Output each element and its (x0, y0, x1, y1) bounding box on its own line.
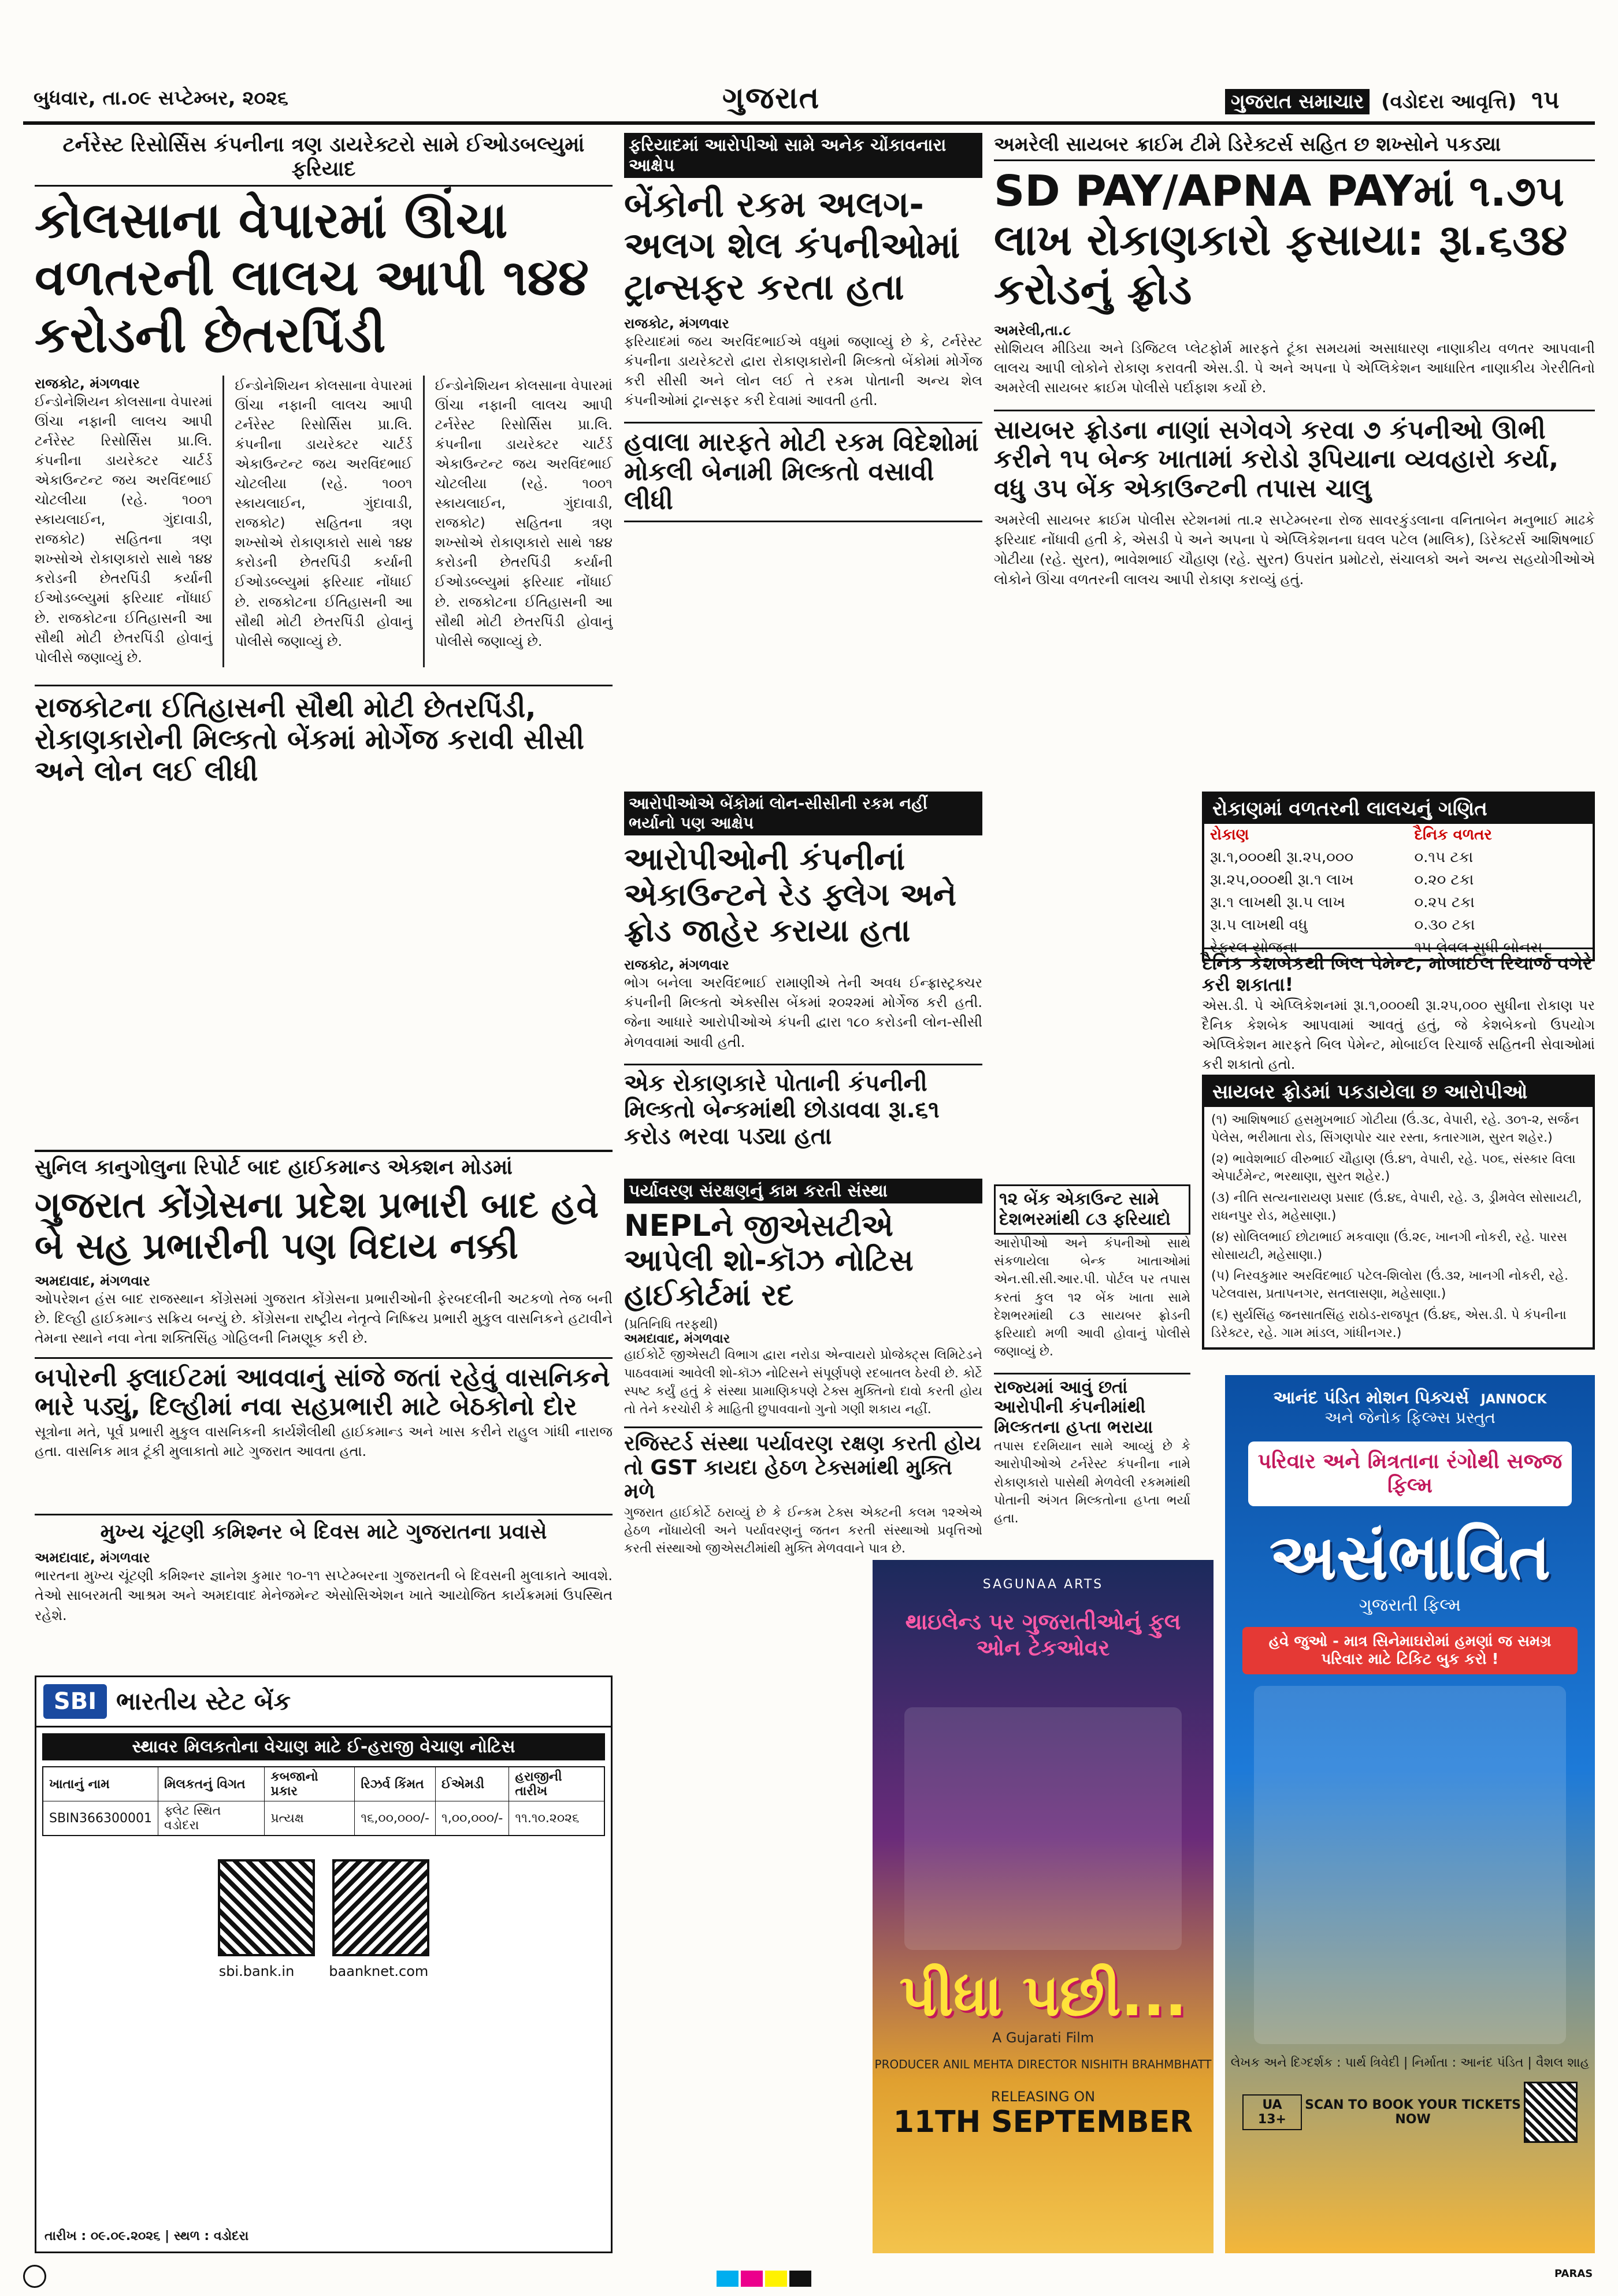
sbi-logo (43, 1684, 107, 1719)
table-cell: ૦.૨૦ ટકા (1414, 871, 1474, 889)
table-header: મિલકતનું વિગત (158, 1767, 264, 1801)
table-cell: ૧,૦૦,૦૦૦/- (436, 1801, 509, 1836)
dateline: રાજકોટ, મંગળવાર (624, 957, 729, 974)
movie-title: અસંભાવિત (1269, 1520, 1551, 1594)
list-item: (૪) સોલિલભાઈ છોટાભાઈ મકવાણા (ઉં.૨૯, ખાનગી નોકરી, રહે. પારસ સોસાયટી, મહેસાણા.) (1211, 1229, 1567, 1262)
page-number: ૧૫ (1531, 86, 1560, 114)
table-header: રિઝર્વ કિંમત (355, 1767, 436, 1801)
story-kicker: સુનિલ કાનુગોલુના રિપોર્ટ બાદ હાઈકમાન્ડ એક્શન મોડમાં (35, 1150, 613, 1180)
table-header: ઈએમડી (436, 1767, 509, 1801)
auction-table (42, 1766, 605, 1836)
story-headline: ગુજરાત કોંગ્રેસના પ્રદેશ પ્રભારી બાદ હવે બે સહ પ્રભારીની પણ વિદાય નક્કી (35, 1184, 599, 1268)
list-item: (૫) નિરવકુમાર અરવિંદભાઈ પટેલ-શિલોરા (ઉં.૩૨, ખાનગી નોકરી, રહે. પટેલવાસ, પ્રતાપનગર, સતલાસણા, મહેસાણા.) (1211, 1269, 1568, 1302)
story-headline: દૈનિક કેશબેકથી બિલ પેમેન્ટ, મોબાઈલ રિચાર્જ વગેરે કરી શકાતા! (1202, 948, 1595, 995)
issue-date: બુધવાર, તા.૦૯ સપ્ટેમ્બર, ૨૦૨૬ (34, 87, 288, 110)
story-subheadline: બપોરની ફ્લાઈટમાં આવવાનું સાંજે જતાં રહેવું વાસનિકને ભારે પડ્યું, દિલ્હીમાં નવા સહપ્રભારી માટે બેઠકોનો દોર (35, 1357, 613, 1422)
list-item: (૩) નીતિ સત્યનારાયણ પ્રસાદ (ઉં.૪૬, વેપારી, રહે. ૩, ડ્રીમવેલ સોસાયટી, રાધનપુર રોડ, મહેસાણા.) (1211, 1191, 1582, 1223)
logo-text: SBI (53, 1688, 97, 1715)
story-text-2: ગુજરાત હાઈકોર્ટે ઠરાવ્યું છે કે ઈન્કમ ટેક્સ એક્ટની કલમ ૧૨એએ હેઠળ નોંધાયેલી અને પર્યાવરણનું જતન કરતી સંસ્થાઓ પ્રવૃત્તિઓ કરતી સંસ્થાઓ જીએસટીમાંથી મુક્તિ મેળવવાને પાત્ર છે. (624, 1505, 982, 1556)
newspaper-brand: ગુજરાત સમાચાર (1225, 89, 1370, 114)
release-label: RELEASING ON (990, 2089, 1096, 2105)
table-cell: ફ્લેટ સ્થિત વડોદરા (158, 1801, 264, 1836)
ad-header (36, 1677, 611, 1727)
box-title: સાયબર ફ્રોડમાં પકડાયેલા છ આરોપીઓ (1204, 1077, 1593, 1107)
box-title: રોકાણમાં વળતરની લાલચનું ગણિત (1204, 794, 1593, 824)
table-header: કબજાનો પ્રકાર (265, 1767, 355, 1801)
table-cell: ૦.૧૫ ટકા (1414, 849, 1474, 866)
accused-list (1204, 1107, 1593, 1347)
story-headline: SD PAY/APNA PAYમાં ૧.૭૫ લાખ રોકાણકારો ફસાયા: રૂા.૬૩૪ કરોડનું ફ્રોડ (994, 166, 1568, 315)
movie-tagline: થાઇલેન્ડ પર ગુજરાતીઓનું ફુલ ઓન ટેકઓવર (905, 1609, 1181, 1660)
table-header: ખાતાનું નામ (43, 1767, 158, 1801)
dateline: અમદાવાદ, મંગળવાર (35, 1272, 150, 1289)
story-text-2: અમરેલી સાયબર ક્રાઈમ પોલીસ સ્ટેશનમાં તા.૨ સપ્ટેમ્બરના રોજ સાવરકુંડલાના વનિતાબેન મનુભાઈ માઢકે ફરિયાદ નોંધાવી હતી કે, એસડી પે અને અપના પે એપ્લિકેશનના ઘવલ પટેલ (માલિક), ડિરેક્ટર્સ આશિષભાઈ ગોટીયા (રહે. સુરત), ભાવેશભાઈ ચૌહાણ (રહે. સુરત) ઉપરાંત પ્રમોટરો, સંચાલકો અને અન્ય સહયોગીઓએ લોકોને ઊંચા વળતરની લાલચ આપી રોકાણ કરાવ્યું હતું. (994, 512, 1595, 588)
story-text-2: તપાસ દરમિયાન સામે આવ્યું છે કે આરોપીઓએ ટર્નરેસ્ટ કંપનીના નામે રોકાણકારો પાસેથી મેળવેલી રકમમાંથી પોતાની અંગત મિલ્કતોના હપ્તા ભર્યા હતા. (994, 1439, 1190, 1526)
accused-list-box (1202, 1075, 1595, 1350)
movie-tagline: પરિવાર અને મિત્રતાના રંગોથી સજ્જ ફિલ્મ (1248, 1441, 1572, 1506)
story-text-col3: ઈન્ડોનેશિયન કોલસાના વેપારમાં ઊંચા નફાની લાલચ આપી ટર્નરેસ્ટ રિસોર્સિસ પ્રા.લિ. કંપનીના ડાયરેક્ટર ચાર્ટર્ડ એકાઉન્ટન્ટ જય અરવિંદભાઈ ચોટલીયા (રહે. ૧૦૦૧ સ્કાયલાઈન, ગુંદાવાડી, રાજકોટ) સહિતના ત્રણ શખ્સોએ રોકાણકારો સાથે ૧૪૪ કરોડની છેતરપિંડી કર્યાની ઈઓડબ્લ્યુમાં ફરિયાદ નોંધાઈ છે. રાજકોટના ઈતિહાસની આ સૌથી મોટી છેતરપિંડી હોવાનું પોલીસે જણાવ્યું છે. (435, 377, 613, 649)
story-headline: બેંકોની રકમ અલગ-અલગ શેલ કંપનીઓમાં ટ્રાન્સફર કરતા હતા (624, 183, 960, 308)
movie-ad-pidha-pachhi (873, 1560, 1214, 2253)
story-body (35, 376, 613, 667)
table-cell: રૂા.૧ લાખથી રૂા.૫ લાખ (1210, 894, 1345, 911)
story-kicker: પર્યાવરણ સંરક્ષણનું કામ કરતી સંસ્થા (624, 1179, 982, 1203)
dateline: અમદાવાદ, મંગળવાર (35, 1550, 150, 1566)
story-nepl-gst (624, 1179, 982, 1558)
release-date: 11TH SEPTEMBER (893, 2105, 1193, 2139)
ad-date-place: તારીખ : ૦૯.૦૯.૨૦૨૬ | સ્થળ : વડોદરા (44, 2229, 249, 2243)
edition-label: (વડોદરા આવૃત્તિ) (1381, 90, 1517, 113)
movie-genre: ગુજરાતી ફિલ્મ (1359, 1595, 1461, 1615)
story-text: ઈન્ડોનેશિયન કોલસાના વેપારમાં ઊંચા નફાની લાલચ આપી ટર્નરેસ્ટ રિસોર્સિસ પ્રા.લિ. કંપનીના ડાયરેક્ટર ચાર્ટર્ડ એકાઉન્ટન્ટ જય અરવિંદભાઈ ચોટલીયા (રહે. ૧૦૦૧ સ્કાયલાઈન, ગુંદાવાડી, રાજકોટ) સહિતના ત્રણ શખ્સોએ રોકાણકારો સાથે ૧૪૪ કરોડની છેતરપિંડી કર્યાની ઈઓડબ્લ્યુમાં ફરિયાદ નોંધાઈ છે. રાજકોટના ઈતિહાસની આ સૌથી મોટી છેતરપિંડી હોવાનું પોલીસે જણાવ્યું છે. (35, 393, 213, 666)
table-cell: ૧૬,૦૦,૦૦૦/- (355, 1801, 436, 1836)
story-congress (35, 1150, 613, 1461)
list-item: (૧) આશિષભાઈ હસમુખભાઈ ગોટીયા (ઉં.૩૮, વેપારી, રહે. ૩૦૧-૨, સર્જન પેલેસ, ભરીમાતા રોડ, સિંગણપોર ચાર રસ્તા, કતારગામ, સુરત શહેર.) (1211, 1113, 1579, 1145)
qr-code-icon[interactable] (1524, 2082, 1578, 2143)
qr-codes (36, 1859, 611, 1956)
list-item: (૨) ભાવેશભાઈ વીરુભાઈ ચૌહાણ (ઉં.૪૧, વેપારી, રહે. ૫૦૬, સંસ્કાર વિલા એપાર્ટમેન્ટ, ભરથાણા, સુરત શહેર.) (1211, 1151, 1576, 1184)
story-subheadline: એક રોકાણકારે પોતાની કંપનીની મિલ્કતો બેન્કમાંથી છોડાવવા રૂા.૬૧ કરોડ ભરવા પડ્યા હતા (624, 1064, 982, 1150)
dateline: અમદાવાદ, મંગળવાર (624, 1332, 730, 1347)
story-headline: મુખ્ય ચૂંટણી કમિશ્નર બે દિવસ માટે ગુજરાતના પ્રવાસે (35, 1514, 613, 1544)
movie-cast-image (904, 1707, 1182, 1950)
story-sd-pay-fraud (994, 133, 1595, 589)
table-row (1204, 869, 1593, 891)
qr-code-icon[interactable] (332, 1859, 429, 1956)
story-subheadline: રાજકોટના ઈતિહાસની સૌથી મોટી છેતરપિંડી, રોકાણકારોની મિલ્કતો બેંકમાં મોર્ગેજ કરાવી સીસી અને લોન લઈ લીધી (35, 685, 613, 788)
story-bank-complaints (994, 1184, 1190, 1528)
story-text-col2: ઈન્ડોનેશિયન કોલસાના વેપારમાં ઊંચા નફાની લાલચ આપી ટર્નરેસ્ટ રિસોર્સિસ પ્રા.લિ. કંપનીના ડાયરેક્ટર ચાર્ટર્ડ એકાઉન્ટન્ટ જય અરવિંદભાઈ ચોટલીયા (રહે. ૧૦૦૧ સ્કાયલાઈન, ગુંદાવાડી, રાજકોટ) સહિતના ત્રણ શખ્સોએ રોકાણકારો સાથે ૧૪૪ કરોડની છેતરપિંડી કર્યાની ઈઓડબ્લ્યુમાં ફરિયાદ નોંધાઈ છે. રાજકોટના ઈતિહાસની આ સૌથી મોટી છેતરપિંડી હોવાનું પોલીસે જણાવ્યું છે. (235, 377, 413, 649)
story-text: એસ.ડી. પે એપ્લિકેશનમાં રૂા.૧,૦૦૦થી રૂા.૨૫,૦૦૦ સુધીના રોકાણ પર દૈનિક કેશબેક આપવામાં આવતું હતું, જે કેશબેકનો ઉપયોગ એપ્લિકેશન મારફતે બિલ પેમેન્ટ, મોબાઈલ રિચાર્જ સહિતની સેવાઓમાં કરી શકાતો હતો. (1202, 997, 1595, 1072)
story-headline: ૧૨ બેંક એકાઉન્ટ સામે દેશભરમાંથી ૮૩ ફરિયાદો (994, 1184, 1190, 1235)
table-cell: ૧૫ લેવલ સુધી બોનસ (1414, 939, 1543, 956)
story-kicker: આરોપીઓએ બેંકોમાં લોન-સીસીની રકમ નહીં ભર્યાનો પણ આક્ષેપ (624, 792, 982, 835)
rating-badge: UA 13+ (1242, 2094, 1302, 2130)
story-subheadline: હવાલા મારફતે મોટી રકમ વિદેશોમાં મોકલી બેનામી મિલ્કતો વસાવી લીધી (624, 422, 982, 522)
table-cell: ૦.૨૫ ટકા (1414, 894, 1475, 911)
table-cell: ૧૧.૧૦.૨૦૨૬ (509, 1801, 604, 1836)
ad-links (36, 1963, 611, 1979)
story-text: ભોગ બનેલા અરવિંદભાઈ રામાણીએ તેની અવધ ઈન્ફ્રાસ્ટ્રક્ચર કંપનીની મિલ્કતો એક્સીસ બેંકમાં ૨૦૨૨માં મોર્ગેજ કરી હતી. જેના આધારે આરોપીઓએ કંપની દ્વારા ૧૮૦ કરોડની લોન-સીસી મેળવવામાં આવી હતી. (624, 975, 982, 1050)
story-headline: આરોપીઓની કંપનીનાં એકાઉન્ટને રેડ ફ્લેગ અને ફ્રોડ જાહેર કરાયા હતા (624, 841, 957, 949)
story-election-commissioner (35, 1514, 613, 1625)
story-text: આરોપીઓ અને કંપનીઓ સાથે સંકળાયેલા બેન્ક ખાતાઓમાં એન.સી.સી.આર.પી. પોર્ટલ પર તપાસ કરતાં કુલ ૧૨ બેંક ખાતા સામે દેશભરમાંથી ૮૩ સાયબર ફ્રોડની ફરિયાદો મળી આવી હોવાનું પોલીસે જણાવ્યું છે. (994, 1236, 1190, 1359)
dateline: રાજકોટ, મંગળવાર (624, 315, 729, 332)
story-headline-2: રાજ્યમાં આવું છતાં આરોપીની કંપનીમાંથી મિલ્કતના હપ્તા ભરાયા (994, 1373, 1190, 1438)
story-coal-fraud (35, 133, 613, 787)
story-kicker: અમરેલી સાયબર ક્રાઈમ ટીમે ડિરેક્ટર્સ સહિત છ શખ્સોને પકડ્યા (994, 133, 1595, 161)
credit-item: PRODUCER ANIL MEHTA (874, 2057, 1014, 2071)
story-subheadline: સાયબર ફ્રોડના નાણાં સગેવગે કરવા ૭ કંપનીઓ ઊભી કરીને ૧૫ બેન્ક ખાતામાં કરોડો રૂપિયાના વ્યવહારો કર્યા, વધુ ૩૫ બેંક એકાઉન્ટની તપાસ ચાલુ (994, 410, 1595, 504)
movie-ad-asambhavit (1225, 1375, 1595, 2253)
presenter-name: આનંદ પંડિત મોશન પિક્ચર્સ (1273, 1388, 1469, 1408)
table-row (1204, 891, 1593, 914)
movie-cta: હવે જુઓ - માત્ર સિનેમાઘરોમાં હમણાં જ સમગ્ર પરિવાર માટે ટિકિટ બુક કરો ! (1242, 1627, 1578, 1674)
credit-item: DIRECTOR NISHITH BRAHMBHATT (1017, 2057, 1212, 2071)
story-headline: કોલસાના વેપારમાં ઊંચા વળતરની લાલચ આપી ૧૪૪ કરોડની છેતરપિંડી (35, 192, 589, 364)
story-text: હાઈકોર્ટે જીએસટી વિભાગ દ્વારા નરોડા એન્વાયરો પ્રોજેક્ટ્સ લિમિટેડને પાઠવવામાં આવેલી શો-કૉઝ નોટિસને સંપૂર્ણપણે રદબાતલ ઠેરવી છે. કોર્ટે સ્પષ્ટ કર્યું હતું કે સંસ્થા પ્રામાણિકપણે ટેક્સ મુક્તિનો દાવો કરતી હોય તો તેને કરચોરી કે માહિતી છુપાવવાનો ગુનો ગણી શકાય નહીં. (624, 1348, 982, 1417)
masthead-rule (23, 121, 1595, 125)
story-headline: NEPLને જીએસટીએ આપેલી શો-કૉઝ નોટિસ હાઈકોર્ટમાં રદ (624, 1209, 914, 1313)
story-kicker: ફરિયાદમાં આરોપીઓ સામે અનેક ચોંકાવનારા આક્ષેપ (624, 133, 982, 178)
table-row (43, 1801, 604, 1836)
story-text: સોશિયલ મીડિયા અને ડિજિટલ પ્લેટફોર્મ મારફતે ટૂંકા સમયમાં અસાધારણ નાણાકીય વળતર આપવાની લાલચ આપી લોકોને રોકાણ કરાવતી એસ.ડી. પે અને અપના પે એપ્લિકેશન આધારિત નાણાકીય ગેરરીતિનો અમરેલી સાયબર ક્રાઈમ પોલીસે પર્દાફાશ કર્યો છે. (994, 340, 1595, 396)
byline: (પ્રતિનિધિ તરફથી) (624, 1317, 718, 1332)
table-cell: રૂા.૧,૦૦૦થી રૂા.૨૫,૦૦૦ (1210, 849, 1354, 866)
table-cell: પ્રત્યક્ષ (265, 1801, 355, 1836)
table-cell: રેફરલ યોજના (1210, 939, 1298, 956)
ad-title: સ્થાવર મિલકતોના વેચાણ માટે ઈ-હરાજી વેચાણ નોટિસ (42, 1733, 605, 1760)
movie-credits: લેખક અને દિગ્દર્શક : પાર્થ ત્રિવેદી | નિર્માતા : આનંદ પંડિત | વૈશલ શાહ (1230, 2056, 1590, 2070)
story-text: ભારતના મુખ્ય ચૂંટણી કમિશ્નર જ્ઞાનેશ કુમાર ૧૦-૧૧ સપ્ટેમ્બરના ગુજરાતની બે દિવસની મુલાકાતે આવશે. તેઓ સાબરમતી આશ્રમ અને અમદાવાદ મેનેજમેન્ટ એસોસિએશન ખાતે આયોજિત કાર્યક્રમમાં ઉપસ્થિત રહેશે. (35, 1567, 613, 1623)
website-link[interactable]: sbi.bank.in (218, 1963, 295, 1979)
story-text: ઓપરેશન હંસ બાદ રાજસ્થાન કોંગ્રેસમાં ગુજરાત કોંગ્રેસના પ્રભારીઓની ફેરબદલીની અટકળો તેજ બની છે. દિલ્હી હાઈકમાન્ડ સક્રિય બન્યું છે. કોંગ્રેસના રાષ્ટ્રીય નેતૃત્વે નિષ્ક્રિય પ્રભારી મુકુલ વાસનિકને હટાવીને તેમના સ્થાને નવા નેતા શક્તિસિંહ ગોહિલની નિમણૂક કરી છે. (35, 1290, 613, 1346)
movie-cast-image (1254, 1686, 1566, 2044)
movie-title: પીધા પછી... (899, 1961, 1187, 2029)
presents-label: અને જેનોક ફિલ્મ્સ પ્રસ્તુત (1324, 1408, 1495, 1427)
story-subheadline: રજિસ્ટર્ડ સંસ્થા પર્યાવરણ રક્ષણ કરતી હોય તો GST કાયદા હેઠળ ટેક્સમાંથી મુક્તિ મળે (624, 1426, 982, 1503)
partner-name: JANNOCK (1480, 1392, 1547, 1407)
table-cell: રૂા.૫ લાખથી વધુ (1210, 916, 1308, 934)
sbi-auction-ad (35, 1675, 613, 2253)
website-link[interactable]: baanknet.com (329, 1963, 429, 1979)
table-header: હરાજીની તારીખ (509, 1767, 604, 1801)
returns-table-box (1202, 792, 1595, 961)
ad-footer (1242, 2082, 1578, 2143)
table-row (1204, 846, 1593, 869)
list-item: (૬) સુર્યસિંહ જનસાતસિંહ રાઠોડ-રાજપૂત (ઉં.૪૬, એસ.ડી. પે કંપનીના ડિરેક્ટર, રહે. ગામ માંડલ, ગાંધીનગર.) (1211, 1307, 1567, 1340)
table-cell: SBIN366300001 (43, 1801, 158, 1836)
dateline: અમરેલી,તા.૮ (994, 322, 1071, 339)
presenter-label (1225, 1388, 1595, 1408)
movie-credits (873, 2057, 1214, 2071)
table-header: રોકાણ (1210, 826, 1249, 844)
table-cell: રૂા.૨૫,૦૦૦થી રૂા.૧ લાખ (1210, 871, 1354, 889)
section-title: ગુજરાત (722, 81, 821, 116)
printer-label: PARAS (1554, 2268, 1593, 2280)
color-calibration-bar (717, 2271, 814, 2289)
table-header: દૈનિક વળતર (1414, 826, 1492, 844)
table-cell: ૦.૩૦ ટકા (1414, 916, 1475, 934)
table-header-row (43, 1767, 604, 1801)
scan-text: SCAN TO BOOK YOUR TICKETS NOW (1305, 2098, 1521, 2127)
story-text: ફરિયાદમાં જય અરવિંદભાઈએ વધુમાં જણાવ્યું છે કે, ટર્નરેસ્ટ કંપનીના ડાયરેક્ટરો દ્વારા રોકાણકારોની મિલ્કતો બેંકોમાં મોર્ગેજ કરી સીસી અને લોન લઈ તે રકમ પોતાની અન્ય શેલ કંપનીઓમાં ટ્રાન્સફર કરી દેવામાં આવતી હતી. (624, 333, 982, 409)
qr-code-icon[interactable] (218, 1859, 315, 1956)
dateline: રાજકોટ, મંગળવાર (35, 375, 140, 392)
story-red-flag (624, 792, 982, 1150)
masthead-right (1225, 86, 1559, 114)
producer-label: SAGUNAA ARTS (982, 1577, 1104, 1592)
story-shell-companies (624, 133, 982, 522)
story-kicker: ટર્નરેસ્ટ રિસોર્સિસ કંપનીના ત્રણ ડાયરેક્ટરો સામે ઈઓડબલ્યુમાં ફરિયાદ (35, 133, 613, 187)
column-divider (222, 376, 224, 667)
bank-name: ભારતીય સ્ટેટ બેંક (116, 1687, 291, 1715)
column-divider (423, 376, 425, 667)
story-text-2: સૂત્રોના મતે, પૂર્વ પ્રભારી મુકુલ વાસનિકની કાર્યશૈલીથી હાઈકમાન્ડ અને ખાસ કરીને રાહુલ ગાંધી નારાજ હતા. વાસનિક માત્ર ટૂંકી મુલાકાતો માટે ગુજરાત આવતા હતા. (35, 1424, 613, 1460)
table-row (1204, 914, 1593, 937)
story-cashback (1202, 948, 1595, 1074)
movie-subtitle: A Gujarati Film (992, 2030, 1094, 2046)
table-header-row (1204, 824, 1593, 846)
registration-mark-icon (23, 2265, 46, 2288)
returns-table (1204, 824, 1593, 959)
